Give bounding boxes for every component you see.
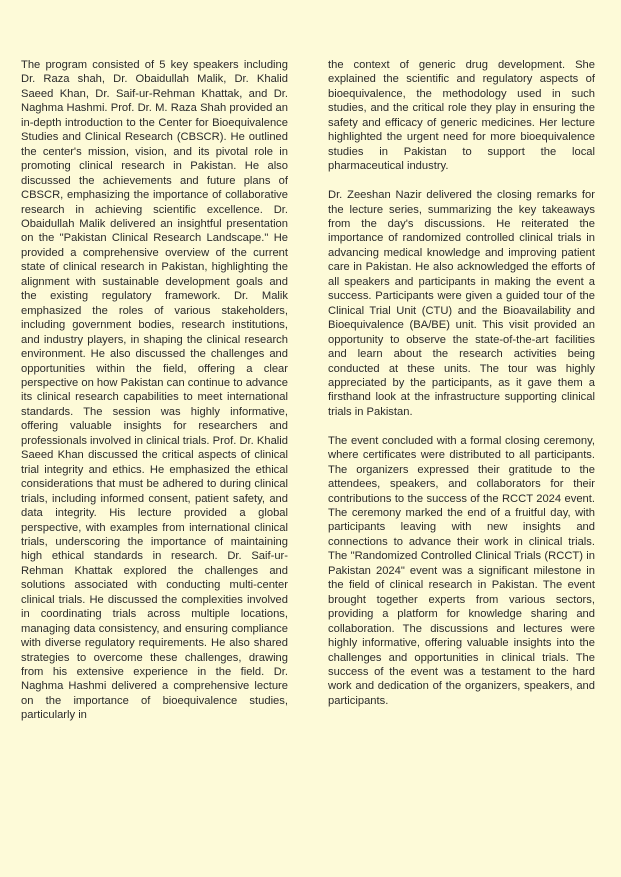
paragraph-speakers-overview: The program consisted of 5 key speakers including Dr. Raza shah, Dr. Obaidullah Malik, Dr. Khalid Saeed Khan, Dr. Saif-ur-Rehman Khattak, and Dr. Naghma Hashmi. Prof. Dr. M. Raza Shah provided an in-depth introduction to the Center for Bioequivalence Studies and Clinical Research (CBSCR). He outlined the center's mission, vision, and its pivotal role in promoting clinical research in Pakistan. He also discussed the achievements and future plans of CBSCR, emphasizing the importance of collaborative research in achieving scientific excellence. Dr. Obaidullah Malik delivered an insightful presentation on the "Pakistan Clinical Research Landscape." He provided a comprehensive overview of the current state of clinical research in Pakistan, highlighting the alignment with sustainable development goals and the existing regulatory framework. Dr. Malik emphasized the roles of various stakeholders, including government bodies, research institutions, and industry players, in shaping the clinical research environment. He also discussed the challenges and opportunities within the field, offering a clear perspective on how Pakistan can continue to advance its clinical research capabilities to meet international standards. The session was highly informative, offering valuable insights for researchers and professionals involved in clinical trials. Prof. Dr. Khalid Saeed Khan discussed the critical aspects of clinical trial integrity and ethics. He emphasized the ethical considerations that must be adhered to during clinical trials, including informed consent, patient safety, and data integrity. His lecture provided a global perspective, with examples from international clinical trials, underscoring the importance of maintaining high ethical standards in research. Dr. Saif-ur-Rehman Khattak explored the challenges and solutions associated with conducting multi-center clinical trials. He discussed the complexities involved in coordinating trials across multiple locations, managing data consistency, and ensuring compliance with diverse regulatory requirements. He also shared strategies to overcome these challenges, drawing from his extensive experience in the field. Dr. Naghma Hashmi delivered a comprehensive lecture on the importance of bioequivalence studies, particularly in — [21, 59, 288, 722]
left-text-column — [21, 58, 288, 737]
right-text-column — [328, 58, 595, 723]
paragraph-bioequivalence-lecture: the context of generic drug development. She explained the scientific and regulatory aspects of bioequivalence, the methodology used in such studies, and the critical role they play in ensuring the safety and efficacy of generic medicines. Her lecture highlighted the urgent need for more bioequivalence studies in Pakistan to support the local pharmaceutical industry. — [328, 59, 595, 173]
paragraph-closing-ceremony: The event concluded with a formal closing ceremony, where certificates were distributed to all participants. The organizers expressed their gratitude to the attendees, speakers, and collaborators for their contributions to the success of the RCCT 2024 event. The ceremony marked the end of a fruitful day, with participants leaving with new insights and connections to advance their work in clinical trials. The "Randomized Controlled Clinical Trials (RCCT) in Pakistan 2024" event was a significant milestone in the field of clinical research in Pakistan. The event brought together experts from various sectors, providing a platform for knowledge sharing and collaboration. The discussions and lectures were highly informative, offering valuable insights into the challenges and opportunities in clinical trials. The success of the event was a testament to the hard work and dedication of the organizers, speakers, and participants. — [328, 434, 595, 707]
paragraph-closing-remarks: Dr. Zeeshan Nazir delivered the closing remarks for the lecture series, summarizing the key takeaways from the day's discussions. He reiterated the importance of randomized controlled clinical trials in advancing medical knowledge and improving patient care in Pakistan. He also acknowledged the efforts of all speakers and participants in making the event a success. Participants were given a guided tour of the Clinical Trial Unit (CTU) and the Bioavailability and Bioequivalence (BA/BE) unit. This visit provided an opportunity to observe the state-of-the-art facilities and learn about the research activities being conducted at these units. The tour was highly appreciated by the participants, as it gave them a firsthand look at the infrastructure supporting clinical trials in Pakistan. — [328, 189, 595, 418]
